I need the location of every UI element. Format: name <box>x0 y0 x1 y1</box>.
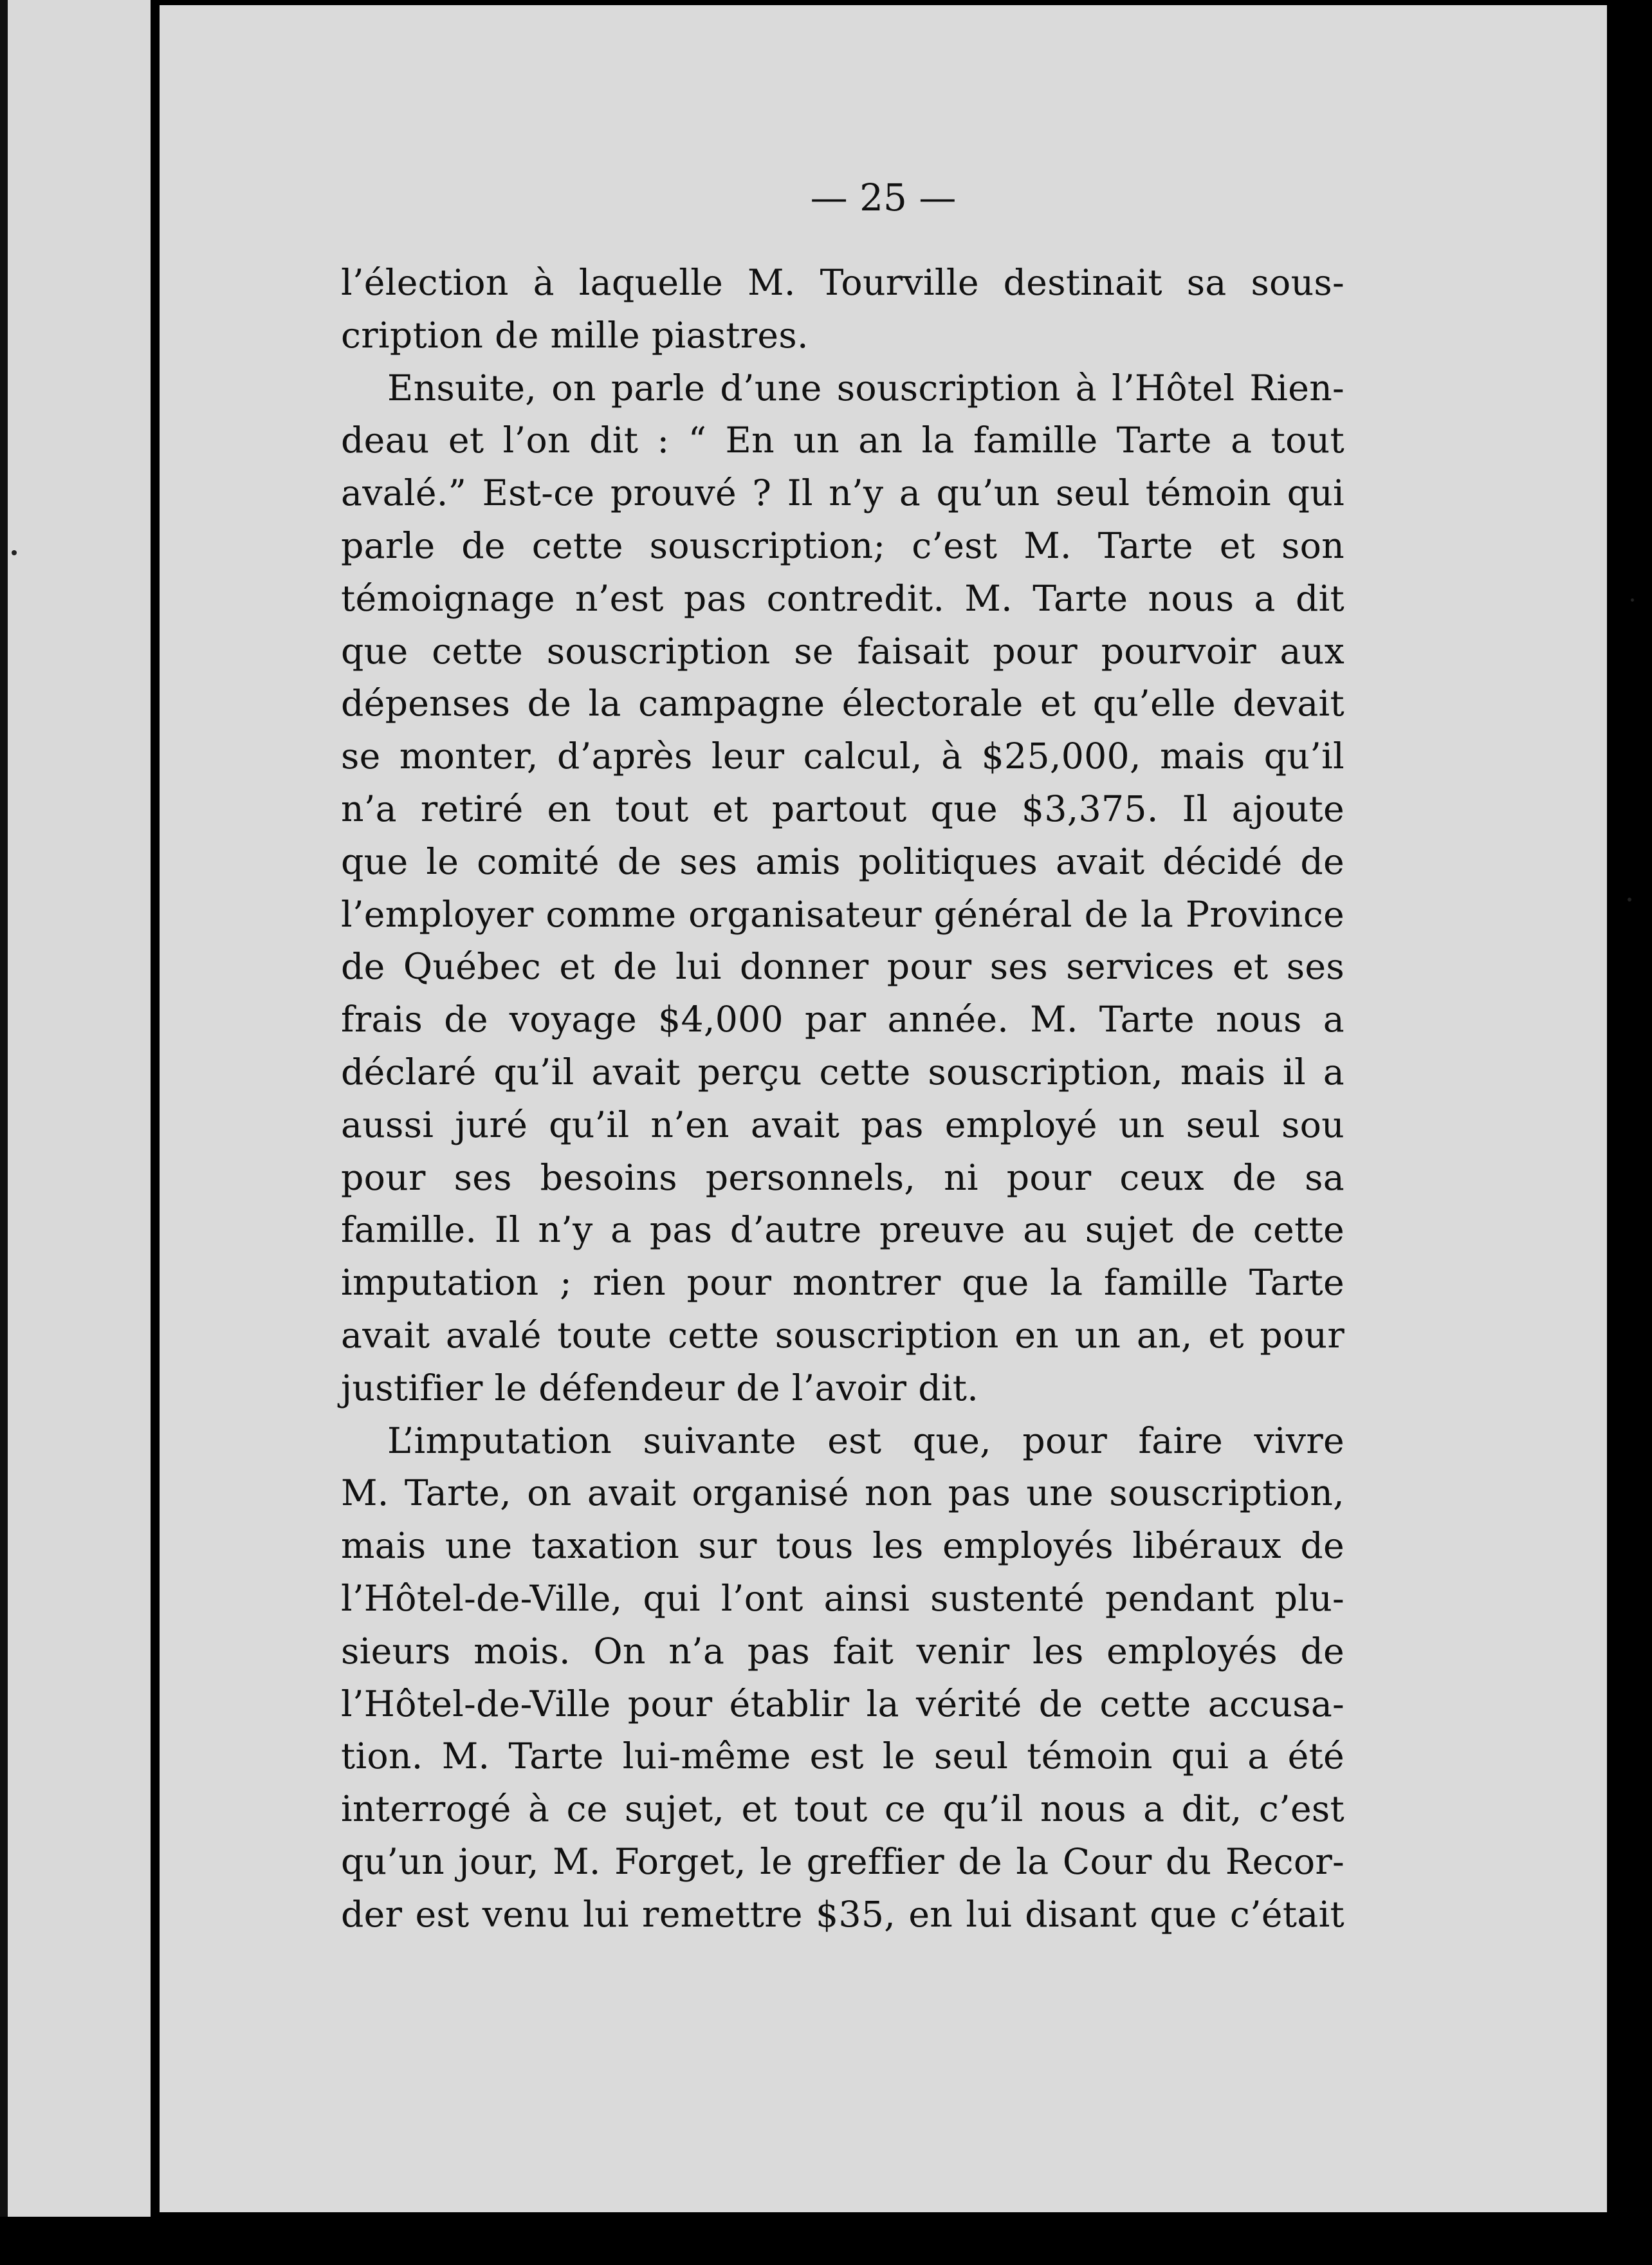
text-line: se monter, d’après leur calcul, à $25,000, mais qu’il <box>341 736 1345 778</box>
text-line: imputation ; rien pour montrer que la famille Tarte <box>341 1262 1345 1304</box>
facing-page-strip <box>8 0 152 2265</box>
text-line: avait avalé toute cette souscription en un an, et pour <box>341 1315 1345 1356</box>
text-line: parle de cette souscription; c’est M. Tarte et son <box>341 525 1345 567</box>
text-line: justifier le défendeur de l’avoir dit. <box>341 1367 979 1409</box>
text-line: témoignage n’est pas contredit. M. Tarte nous a dit <box>341 578 1345 620</box>
text-line: que le comité de ses amis politiques avait décidé de <box>341 841 1345 883</box>
text-line: n’a retiré en tout et partout que $3,375. Il ajoute <box>341 788 1345 830</box>
text-line: tion. M. Tarte lui-même est le seul témoin qui a été <box>341 1736 1345 1778</box>
text-line: dépenses de la campagne électorale et qu’elle devait <box>341 683 1345 725</box>
text-line: interrogé à ce sujet, et tout ce qu’il nous a dit, c’est <box>341 1789 1345 1831</box>
text-line: l’Hôtel-de-Ville pour établir la vérité de cette accusa- <box>341 1683 1345 1725</box>
text-line: de Québec et de lui donner pour ses services et ses <box>341 947 1345 988</box>
page-number: — 25 — <box>810 176 957 219</box>
text-line: pour ses besoins personnels, ni pour ceux de sa <box>341 1157 1345 1199</box>
text-line: l’employer comme organisateur général de la Province <box>341 894 1345 936</box>
text-line: Ensuite, on parle d’une souscription à l’Hôtel Rien- <box>387 367 1345 409</box>
scan-speck <box>12 550 17 555</box>
text-line: cription de mille piastres. <box>341 315 809 356</box>
text-line: l’Hôtel-de-Ville, qui l’ont ainsi sustenté pendant plu- <box>341 1578 1345 1620</box>
scan-speck <box>1631 598 1634 602</box>
text-line: deau et l’on dit : “ En un an la famille Tarte a tout <box>341 420 1345 462</box>
text-line: famille. Il n’y a pas d’autre preuve au sujet de cette <box>341 1210 1345 1252</box>
text-line: l’élection à laquelle M. Tourville destinait sa sous- <box>341 263 1345 304</box>
text-line: sieurs mois. On n’a pas fait venir les employés de <box>341 1631 1345 1672</box>
scan-speck <box>1628 898 1631 901</box>
body-text <box>341 257 1345 1942</box>
text-line: L’imputation suivante est que, pour faire vivre <box>387 1420 1345 1462</box>
text-line: M. Tarte, on avait organisé non pas une souscription, <box>341 1473 1345 1515</box>
text-line: déclaré qu’il avait perçu cette souscription, mais il a <box>341 1051 1345 1093</box>
scan-bottom-border <box>0 2217 1652 2265</box>
text-line: qu’un jour, M. Forget, le greffier de la Cour du Recor- <box>341 1841 1345 1883</box>
page-gutter-edge <box>151 0 160 2265</box>
text-line: frais de voyage $4,000 par année. M. Tarte nous a <box>341 999 1345 1041</box>
text-line: que cette souscription se faisait pour pourvoir aux <box>341 631 1345 672</box>
text-line: der est venu lui remettre $35, en lui disant que c’était <box>341 1894 1345 1936</box>
text-line: avalé.” Est-ce prouvé ? Il n’y a qu’un seul témoin qui <box>341 473 1345 515</box>
text-line: aussi juré qu’il n’en avait pas employé un seul sou <box>341 1104 1345 1146</box>
text-line: mais une taxation sur tous les employés libéraux de <box>341 1526 1345 1567</box>
